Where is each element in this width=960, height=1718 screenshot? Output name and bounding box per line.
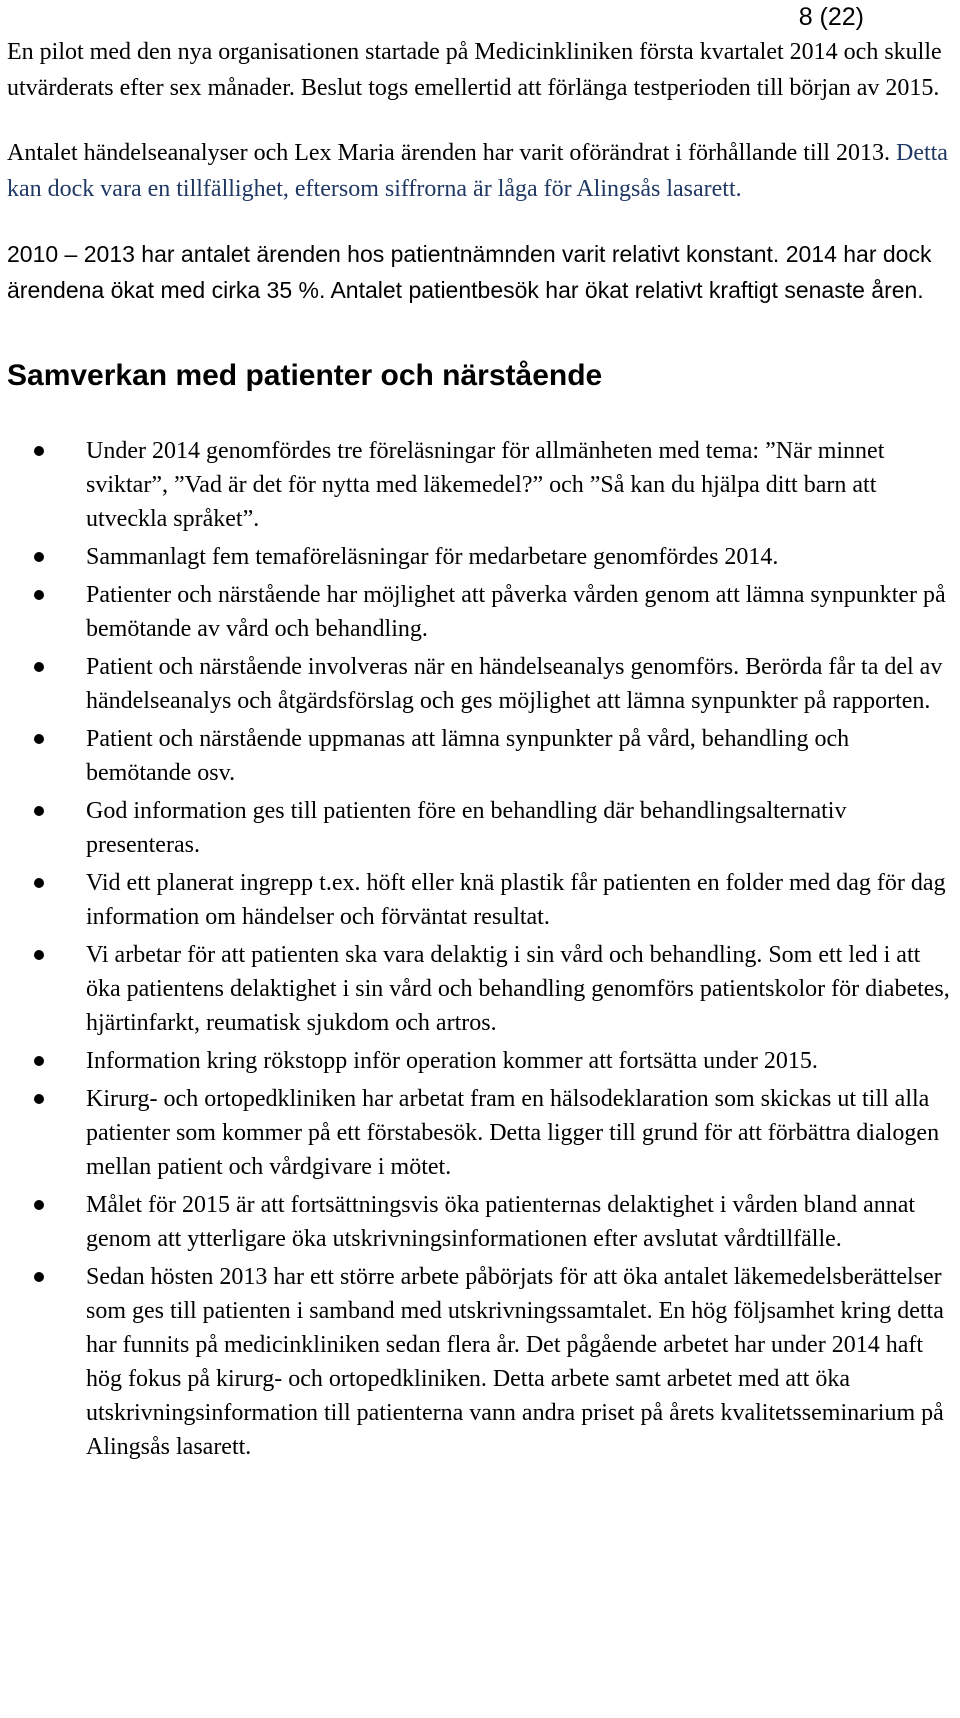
- intro-paragraph-2: [7, 135, 953, 207]
- list-item-text: Patient och närstående uppmanas att lämna synpunkter på vård, behandling och bemötande osv.: [86, 726, 850, 786]
- bullet-icon: [34, 662, 44, 672]
- bullet-icon: [34, 1094, 44, 1104]
- list-item-text: Sammanlagt fem temaföreläsningar för medarbetare genomfördes 2014.: [86, 544, 779, 570]
- bullet-icon: [34, 552, 44, 562]
- list-item-text: Sedan hösten 2013 har ett större arbete påbörjats för att öka antalet läkemedelsberättelser som ges till patienten i samband med utskrivningssamtalet. En hög följsamhet kring detta har funnits på medicinkliniken sedan flera år. Det pågående arbetet har under 2014 haft hög fokus på kirurg- och ortopedkliniken. Detta arbete samt arbetet med att öka utskrivningsinformation till patienterna vann andra priset på årets kvalitetsseminarium på Alingsås lasarett.: [86, 1264, 944, 1460]
- list-item: [7, 1188, 953, 1256]
- list-item: [7, 540, 953, 574]
- list-item: [7, 1082, 953, 1184]
- list-item: [7, 578, 953, 646]
- intro-paragraph-3: 2010 – 2013 har antalet ärenden hos patientnämnden varit relativt konstant. 2014 har dock ärendena ökat med cirka 35 %. Antalet patientbesök har ökat relativt kraftigt senaste åren.: [7, 241, 932, 303]
- bullet-icon: [34, 806, 44, 816]
- list-item: [7, 1260, 953, 1464]
- intro-paragraph-2-part-1: Antalet händelseanalyser och Lex Maria ärenden har varit oförändrat i förhållande till 2013.: [7, 140, 890, 166]
- list-item-text: God information ges till patienten före en behandling där behandlingsalternativ presenteras.: [86, 798, 847, 858]
- list-item-text: Patient och närstående involveras när en händelseanalys genomförs. Berörda får ta del av händelseanalys och åtgärdsförslag och ges möjlighet att lämna synpunkter på rapporten.: [86, 654, 943, 714]
- bullet-icon: [34, 878, 44, 888]
- document-body: [7, 34, 953, 1468]
- intro-paragraph-1: En pilot med den nya organisationen startade på Medicinkliniken första kvartalet 2014 och skulle utvärderats efter sex månader. Beslut togs emellertid att förlänga testperioden till början av 2015.: [7, 39, 942, 101]
- page-number: 8 (22): [798, 3, 864, 31]
- bullet-icon: [34, 1056, 44, 1066]
- list-item-text: Vi arbetar för att patienten ska vara delaktig i sin vård och behandling. Som ett led i att öka patientens delaktighet i sin vård och behandling genomförs patientskolor för diabetes, hjärtinfarkt, reumatisk sjukdom och artros.: [86, 942, 950, 1036]
- list-item: [7, 794, 953, 862]
- list-item: [7, 722, 953, 790]
- bullet-list: [7, 434, 953, 1464]
- list-item-text: Patienter och närstående har möjlighet att påverka vården genom att lämna synpunkter på bemötande av vård och behandling.: [86, 582, 946, 642]
- bullet-icon: [34, 950, 44, 960]
- list-item: [7, 434, 953, 536]
- intro-paragraph-2-part-2: Detta kan dock vara en tillfällighet, eftersom siffrorna är låga för Alingsås lasarett.: [7, 140, 948, 202]
- list-item: [7, 650, 953, 718]
- list-item-text: Målet för 2015 är att fortsättningsvis öka patienternas delaktighet i vården bland annat genom att ytterligare öka utskrivningsinformationen efter avslutat vårdtillfälle.: [86, 1192, 916, 1252]
- section-heading: Samverkan med patienter och närstående: [7, 359, 603, 392]
- list-item-text: Vid ett planerat ingrepp t.ex. höft eller knä plastik får patienten en folder med dag för dag information om händelser och förväntat resultat.: [86, 870, 946, 930]
- bullet-icon: [34, 446, 44, 456]
- list-item-text: Kirurg- och ortopedkliniken har arbetat fram en hälsodeklaration som skickas ut till alla patienter som kommer på ett förstabesök. Detta ligger till grund för att förbättra dialogen mellan patient och vårdgivare i mötet.: [86, 1086, 940, 1180]
- bullet-icon: [34, 590, 44, 600]
- bullet-icon: [34, 734, 44, 744]
- list-item: [7, 866, 953, 934]
- list-item-text: Information kring rökstopp inför operation kommer att fortsätta under 2015.: [86, 1048, 818, 1074]
- bullet-icon: [34, 1200, 44, 1210]
- bullet-icon: [34, 1272, 44, 1282]
- list-item: [7, 938, 953, 1040]
- list-item: [7, 1044, 953, 1078]
- list-item-text: Under 2014 genomfördes tre föreläsningar för allmänheten med tema: ”När minnet sviktar”, ”Vad är det för nytta med läkemedel?” och ”Så kan du hjälpa ditt barn att utveckla språket”.: [86, 438, 885, 532]
